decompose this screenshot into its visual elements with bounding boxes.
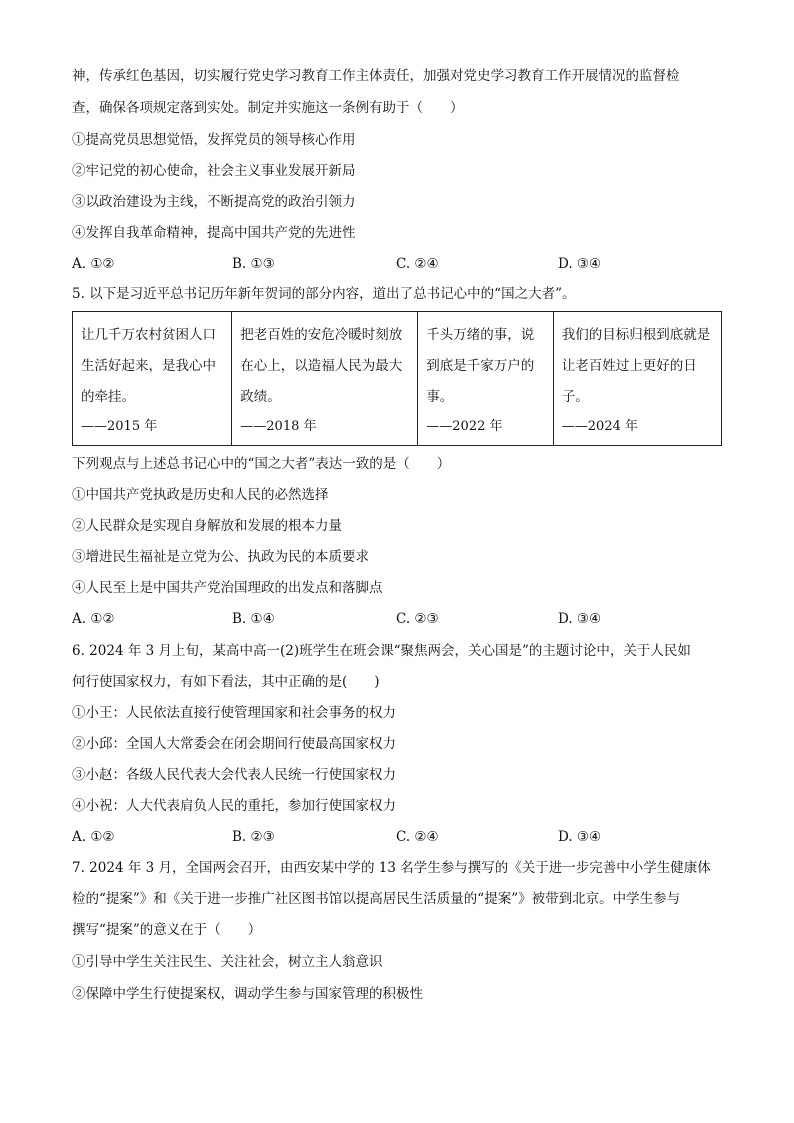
q5-item-4: ④人民至上是中国共产党治国理政的出发点和落脚点	[72, 580, 383, 596]
q5-option-d: D. ③④	[558, 611, 602, 627]
q4-option-b: B. ①③	[232, 256, 275, 272]
q7-stem-line-1: 7. 2024 年 3 月，全国两会召开，由西安某中学的 13 名学生参与撰写的《关于进一步完善中小学生健康体	[72, 860, 711, 876]
q5-stem: 5. 以下是习近平总书记历年新年贺词的部分内容，道出了总书记心中的“国之大者”。	[72, 286, 576, 302]
q6-item-3: ③小赵：各级人民代表大会代表人民统一行使国家权力	[72, 767, 396, 783]
q4-option-c: C. ②④	[396, 256, 439, 272]
q6-option-b: B. ②③	[232, 829, 275, 845]
q5-option-c: C. ②③	[396, 611, 439, 627]
q4-stem-line-1: 神，传承红色基因，切实履行党史学习教育工作主体责任，加强对党史学习教育工作开展情况的监督检	[72, 68, 680, 84]
q4-item-3: ③以政治建设为主线，不断提高党的政治引领力	[72, 194, 356, 210]
quote-cell-2022	[418, 312, 554, 446]
q4-item-4: ④发挥自我革命精神，提高中国共产党的先进性	[72, 225, 356, 241]
quote-year: ——2022 年	[426, 419, 503, 434]
q6-options	[72, 827, 732, 847]
quote-table-row	[73, 312, 722, 446]
quote-table	[72, 311, 722, 446]
q7-item-1: ①引导中学生关注民生、关注社会，树立主人翁意识	[72, 954, 383, 970]
q5-item-3: ③增进民生福祉是立党为公、执政为民的本质要求	[72, 549, 369, 565]
q4-item-2: ②牢记党的初心使命，社会主义事业发展开新局	[72, 163, 356, 179]
quote-text: 把老百姓的安危冷暖时刻放在心上，以造福人民为最大政绩。	[240, 327, 403, 405]
q4-options	[72, 254, 732, 274]
q5-question: 下列观点与上述总书记心中的“国之大者”表达一致的是（ ）	[72, 456, 451, 472]
quote-text: 我们的目标归根到底就是让老百姓过上更好的日子。	[561, 327, 711, 405]
q7-item-2: ②保障中学生行使提案权，调动学生参与国家管理的积极性	[72, 986, 423, 1002]
q7-stem-line-2: 检的“提案”》和《关于进一步推广社区图书馆以提高居民生活质量的“提案”》被带到北京。中学生参与	[72, 891, 681, 907]
q6-option-a: A. ①②	[72, 829, 115, 845]
q6-item-4: ④小祝：人大代表肩负人民的重托，参加行使国家权力	[72, 798, 396, 814]
q6-item-1: ①小王：人民依法直接行使管理国家和社会事务的权力	[72, 705, 396, 721]
quote-cell-2024	[553, 312, 721, 446]
q6-stem-line-1: 6. 2024 年 3 月上旬，某高中高一(2)班学生在班会课“聚焦两会，关心国是”的主题讨论中，关于人民如	[72, 643, 691, 659]
q6-option-c: C. ②④	[396, 829, 439, 845]
q7-stem-line-3: 撰写“提案”的意义在于（ ）	[72, 922, 262, 938]
q4-option-d: D. ③④	[558, 256, 602, 272]
q4-item-1: ①提高党员思想觉悟，发挥党员的领导核心作用	[72, 132, 356, 148]
quote-year: ——2018 年	[240, 419, 317, 434]
q5-option-a: A. ①②	[72, 611, 115, 627]
quote-year: ——2024 年	[561, 419, 638, 434]
q4-stem-line-2: 查，确保各项规定落到实处。制定并实施这一条例有助于（ ）	[72, 100, 464, 116]
quote-text: 让几千万农村贫困人口生活好起来，是我心中的牵挂。	[81, 327, 216, 405]
quote-year: ——2015 年	[81, 419, 158, 434]
q6-stem-line-2: 何行使国家权力，有如下看法，其中正确的是( )	[72, 674, 380, 690]
q5-item-1: ①中国共产党执政是历史和人民的必然选择	[72, 487, 329, 503]
quote-text: 千头万绪的事，说到底是千家万户的事。	[426, 327, 535, 405]
quote-cell-2015	[73, 312, 232, 446]
q5-options	[72, 609, 732, 629]
q6-option-d: D. ③④	[558, 829, 602, 845]
q5-option-b: B. ①④	[232, 611, 275, 627]
q5-item-2: ②人民群众是实现自身解放和发展的根本力量	[72, 518, 342, 534]
quote-cell-2018	[232, 312, 418, 446]
q6-item-2: ②小邱：全国人大常委会在闭会期间行使最高国家权力	[72, 736, 396, 752]
q4-option-a: A. ①②	[72, 256, 115, 272]
